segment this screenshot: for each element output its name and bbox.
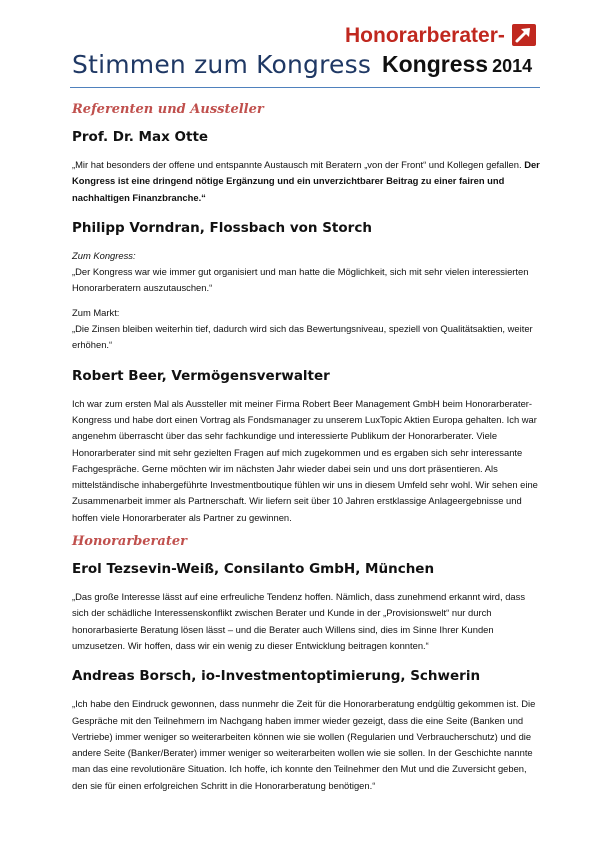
- logo-line-1: Honorarberater-: [345, 24, 505, 47]
- speaker-name-beer: Robert Beer, Vermögensverwalter: [72, 367, 330, 384]
- logo-year: 2014: [492, 56, 533, 76]
- label-zum-kongress: Zum Kongress:: [72, 249, 136, 261]
- speaker-name-otte: Prof. Dr. Max Otte: [72, 129, 209, 145]
- kongress-logo: [345, 24, 545, 84]
- speaker-name-tezsevin: Erol Tezsevin-Weiß, Consilanto GmbH, München: [72, 561, 435, 578]
- label-zum-markt: Zum Markt:: [72, 306, 120, 318]
- quote-vorndran-1: „Der Kongress war wie immer gut organisiert und man hatte die Möglichkeit, sich mit sehr vielen interessierten Honorarberatern auszutauschen.“: [72, 266, 529, 294]
- quote-vorndran-markt: [72, 305, 540, 354]
- quote-otte: [72, 157, 540, 206]
- quote-tezsevin: „Das große Interesse lässt auf eine erfreuliche Tendenz hoffen. Nämlich, dass zunehmend erkannt wird, dass sich der schädliche Interessenskonflikt zwischen Berater und Kunde in der „Provisionswelt“ nur durch honorarbasierte Beratung lösen lässt – und die Berater auch Willens sind, dies im Sinne Ihrer Kunden umzusetzen. Wir hoffen, dass wir ein wenig zu dieser Entwicklung beitragen konnten.“: [72, 591, 526, 651]
- quote-vorndran-kongress: [72, 248, 540, 297]
- speaker-name-borsch: Andreas Borsch, io-Investmentoptimierung, Schwerin: [72, 668, 481, 685]
- speaker-name-vorndran: Philipp Vorndran, Flossbach von Storch: [72, 219, 372, 236]
- section-heading-honorarberater: Honorarberater: [72, 534, 187, 550]
- quote-borsch: „Ich habe den Eindruck gewonnen, dass nunmehr die Zeit für die Honorarberatung endgültig gekommen ist. Die Gespräche mit den Teilnehmern im Nachgang haben immer wieder gezeigt, dass die eine Seite (Banken und Vertriebe) immer weniger so weiterarbeiten können wie sie wollen (Regularien und Verbraucherschutz) und die andere Seite (Banker/Berater) immer weniger so weiterarbeiten wollen wie sie sollen. In der Geschichte nannte man das eine revolutionäre Situation. Ich hoffe, ich konnte den Teilnehmer den Mut und die Zuversicht geben, den sie für einen erfolgreichen Schritt in die Honorarberatung benötigen.“: [72, 698, 536, 791]
- section-heading-referenten: Referenten und Aussteller: [72, 102, 264, 117]
- document-body: [72, 96, 540, 802]
- quote-vorndran-2: „Die Zinsen bleiben weiterhin tief, dadurch wird sich das Bewertungsniveau, speziell von Qualitätsaktien, weiter erhöhen.“: [72, 323, 533, 351]
- header-divider: [70, 87, 540, 88]
- quote-beer: Ich war zum ersten Mal als Aussteller mit meiner Firma Robert Beer Management GmbH beim Honorarberater-Kongress und habe dort einen Vortrag als Fondsmanager zu unserem LuxTopic Aktien Europa gehalten. Ich war angenehm überrascht über das sehr fachkundige und interessierte Publikum der Honorarberater. Viele Honorarberater sind mit sehr gezielten Fragen auf mich zugekommen und es ergaben sich sehr interessante Fachgespräche. Gerne möchten wir im nächsten Jahr wieder dabei sein und uns dort präsentieren. Als mittelständische inhabergeführte Investmentboutique fühlen wir uns in diesem Umfeld sehr wohl. Wir sehen eine Zusammenarbeit immer als Partnerschaft. Wir liefern seit über 10 Jahren erstklassige Anlageergebnisse und hoffen viele Honorarberater als Partner zu gewinnen.: [72, 397, 538, 523]
- quote-otte-plain: „Mir hat besonders der offene und entspannte Austausch mit Beratern „von der Front“ und Kollegen gefallen.: [72, 159, 522, 170]
- page-title: Stimmen zum Kongress: [72, 50, 372, 79]
- logo-kongress-text: Kongress: [382, 51, 489, 77]
- arrow-up-right-icon: [512, 24, 536, 46]
- quote-otte-bold: Der Kongress ist eine dringend nötige Ergänzung und ein unverzichtbarer Beitrag zu einer fairen und nachhaltigen Finanzbranche.“: [72, 159, 540, 203]
- logo-line-2: [382, 51, 532, 78]
